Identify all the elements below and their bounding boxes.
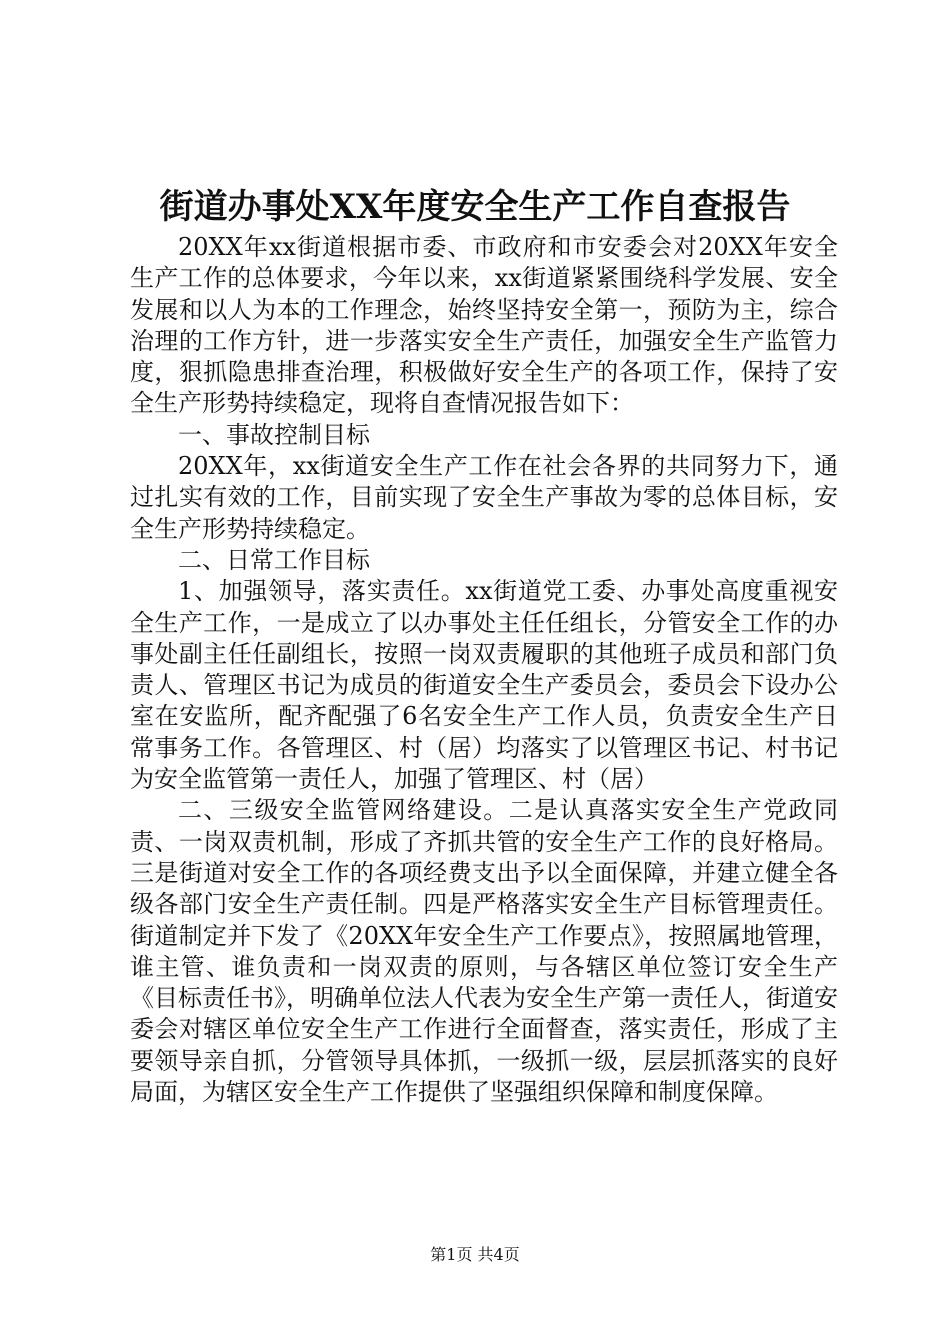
leadership-paragraph: 1、加强领导，落实责任。xx街道党工委、办事处高度重视安全生产工作，一是成立了以办事处主任任组长，分管安全工作的办事处副主任任副组长，按照一岗双责履职的其他班子成员和部门负责人、管理区书记为成员的街道安全生产委员会，委员会下设办公室在安监所，配齐配强了6名安全生产工作人员，负责安全生产日常事务工作。各管理区、村（居）均落实了以管理区书记、村书记为安全监管第一责任人，加强了管理区、村（居） — [130, 577, 838, 794]
intro-paragraph: 20XX年xx街道根据市委、市政府和市安委会对20XX年安全生产工作的总体要求，今年以来，xx街道紧紧围绕科学发展、安全发展和以人为本的工作理念，始终坚持安全第一，预防为主，综合治理的工作方针，进一步落实安全生产责任，加强安全生产监管力度，狠抓隐患排查治理，积极做好安全生产的各项工作，保持了安全生产形势持续稳定，现将自查情况报告如下： — [130, 233, 838, 418]
accident-control-paragraph: 20XX年，xx街道安全生产工作在社会各界的共同努力下，通过扎实有效的工作，目前实现了安全生产事故为零的总体目标，安全生产形势持续稳定。 — [130, 452, 838, 543]
page-footer: 第1页 共4页 — [430, 1245, 520, 1264]
section-heading-accident-control: 一、事故控制目标 — [178, 420, 370, 449]
section-heading-daily-work: 二、日常工作目标 — [178, 545, 370, 574]
document-body — [130, 232, 838, 1108]
supervision-network-paragraph: 二、三级安全监管网络建设。二是认真落实安全生产党政同责、一岗双责机制，形成了齐抓共管的安全生产工作的良好格局。三是街道对安全工作的各项经费支出予以全面保障，并建立健全各级各部门安全生产责任制。四是严格落实安全生产目标管理责任。街道制定并下发了《20XX年安全生产工作要点》，按照属地管理，谁主管、谁负责和一岗双责的原则，与各辖区单位签订安全生产《目标责任书》，明确单位法人代表为安全生产第一责任人，街道安委会对辖区单位安全生产工作进行全面督查，落实责任，形成了主要领导亲自抓，分管领导具体抓，一级抓一级，层层抓落实的良好局面，为辖区安全生产工作提供了坚强组织保障和制度保障。 — [130, 796, 838, 1107]
document-title: 街道办事处XX年度安全生产工作自查报告 — [159, 187, 791, 227]
